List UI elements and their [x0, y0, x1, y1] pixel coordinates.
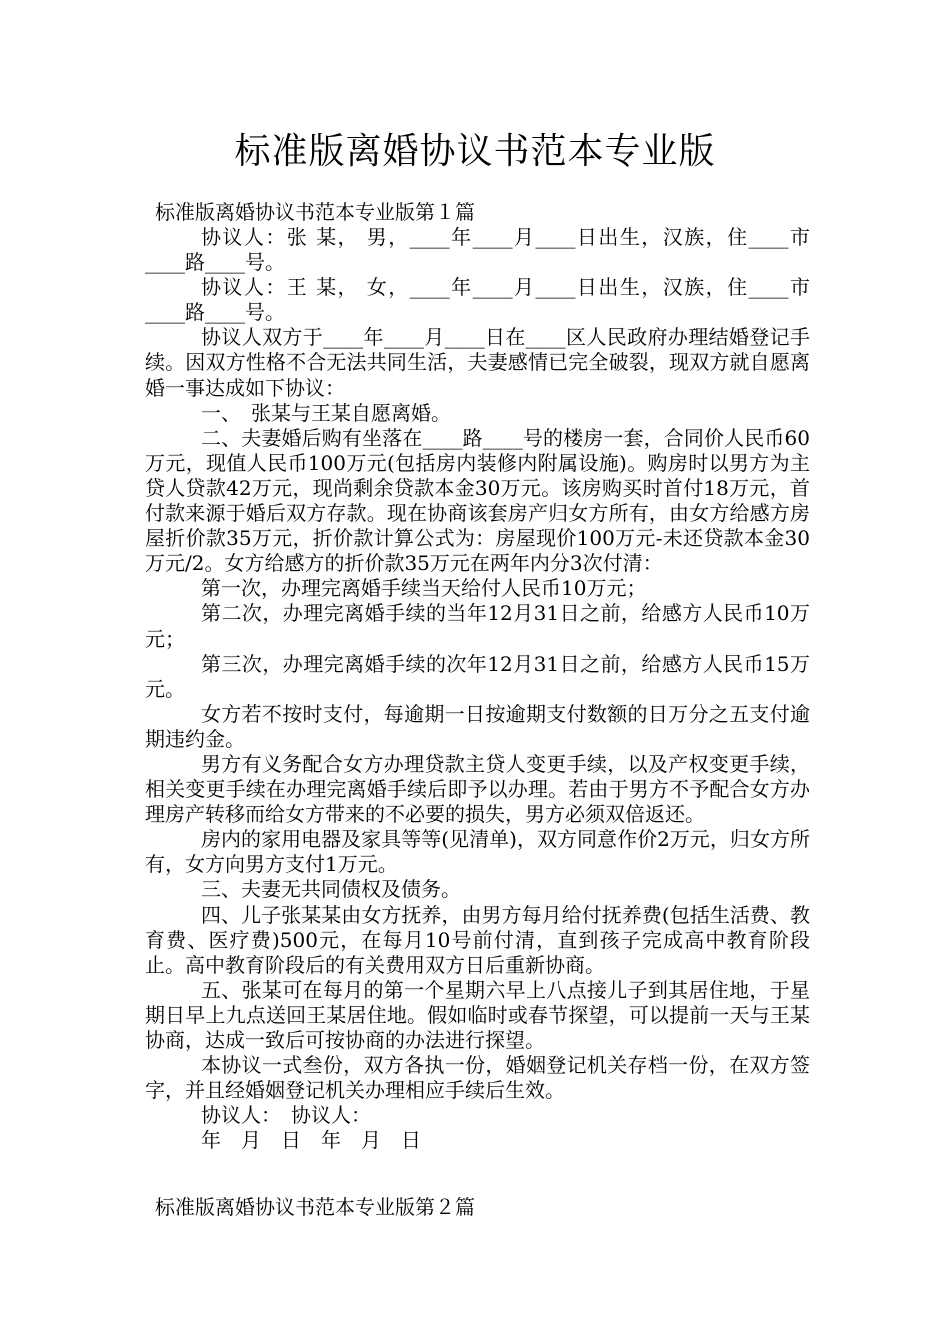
document-title: 标准版离婚协议书范本专业版 — [234, 131, 716, 172]
clause-3-debts: 三、夫妻无共同债权及债务。 — [201, 877, 461, 902]
payment-installment-1: 第一次，办理完离婚手续当天给付人民币10万元； — [201, 576, 647, 601]
payment-installment-3: 第三次，办理完离婚手续的次年12月31日之前，给感方人民币15万元。 — [145, 651, 810, 701]
clause-5-visitation: 五、张某可在每月的第一个星期六早上八点接儿子到其居住地，于星期日早上九点送回王某居住地。假如临时或春节探望，可以提前一天与王某协商，达成一致后可按协商的办法进行探望。 — [145, 977, 810, 1052]
signature-line: 协议人： 协议人： — [201, 1103, 371, 1128]
paragraph-party-2: 协议人：王 某， 女，____年____月____日出生，汉族，住____市____路____号。 — [145, 275, 810, 325]
clause-4-custody: 四、儿子张某某由女方抚养，由男方每月给付抚养费(包括生活费、教育费、医疗费)500元，在每月10号前付清，直到孩子完成高中教育阶段止。高中教育阶段后的有关费用双方日后重新协商。 — [145, 902, 810, 977]
clause-2-property: 二、夫妻婚后购有坐落在____路____号的楼房一套，合同价人民币60万元，现值人民币100万元(包括房内装修内附属设施)。购房时以男方为主贷人贷款42万元，现尚剩余贷款本金30万元。该房购买时首付18万元，首付款来源于婚后双方存款。现在协商该套房产归女方所有，由女方给感方房屋折价款35万元，折价款计算公式为：房屋现价100万元-未还贷款本金30万元/2。女方给感方的折价款35万元在两年内分3次付清： — [145, 425, 810, 576]
paragraph-party-1: 协议人：张 某， 男，____年____月____日出生，汉族，住____市____路____号。 — [145, 225, 810, 275]
document-body — [145, 225, 810, 1153]
paragraph-effectiveness: 本协议一式叁份，双方各执一份，婚姻登记机关存档一份，在双方签字，并且经婚姻登记机关办理相应手续后生效。 — [145, 1053, 810, 1103]
paragraph-preamble: 协议人双方于____年____月____日在____区人民政府办理结婚登记手续。因双方性格不合无法共同生活，夫妻感情已完全破裂，现双方就自愿离婚一事达成如下协议： — [145, 325, 810, 400]
clause-1: 一、 张某与王某自愿离婚。 — [201, 400, 451, 425]
paragraph-furniture: 房内的家用电器及家具等等(见清单)，双方同意作价2万元，归女方所有，女方向男方支付1万元。 — [145, 827, 810, 877]
section-heading-part-1: 标准版离婚协议书范本专业版第１篇 — [155, 200, 475, 224]
paragraph-loan-transfer: 男方有义务配合女方办理贷款主贷人变更手续，以及产权变更手续，相关变更手续在办理完离婚手续后即予以办理。若由于男方不予配合女方办理房产转移而给女方带来的不必要的损失，男方必须双倍返还。 — [145, 751, 810, 827]
paragraph-late-penalty: 女方若不按时支付，每逾期一日按逾期支付数额的日万分之五支付逾期违约金。 — [145, 701, 810, 751]
date-line: 年 月 日 年 月 日 — [201, 1128, 421, 1153]
section-heading-part-2: 标准版离婚协议书范本专业版第２篇 — [155, 1195, 475, 1219]
payment-installment-2: 第二次，办理完离婚手续的当年12月31日之前，给感方人民币10万元； — [145, 601, 810, 651]
